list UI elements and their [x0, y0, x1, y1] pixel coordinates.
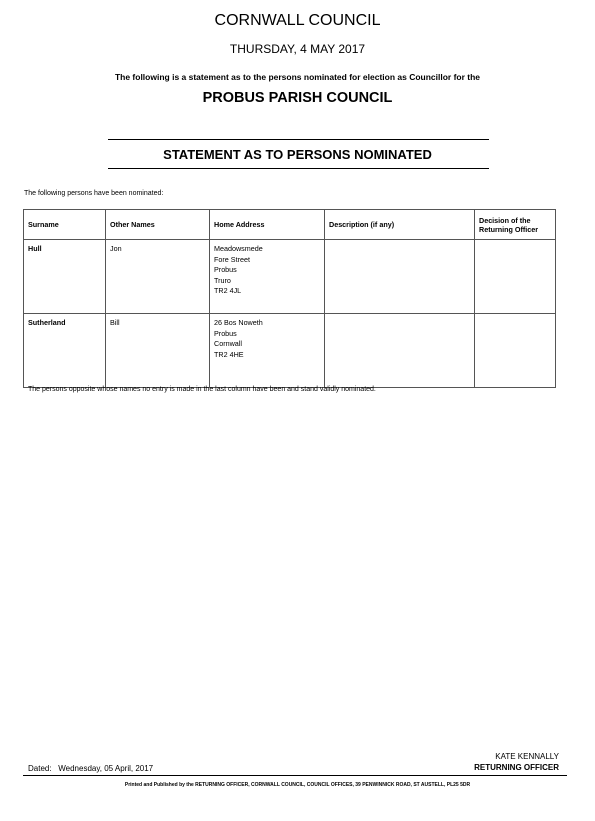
table-header-row	[24, 210, 556, 240]
candidate-decision	[475, 240, 556, 314]
address-line: Meadowsmede	[214, 244, 263, 253]
address-line: TR2 4HE	[214, 349, 244, 359]
address-line: Probus	[214, 328, 237, 338]
header-surname: Surname	[24, 210, 106, 240]
header-decision: Decision of the Returning Officer	[475, 210, 556, 240]
candidate-surname: Hull	[24, 240, 106, 314]
address-line: Fore Street	[214, 254, 250, 264]
election-date: THURSDAY, 4 MAY 2017	[229, 42, 366, 56]
officer-title: RETURNING OFFICER	[474, 763, 559, 772]
header-description: Description (if any)	[325, 210, 475, 240]
statement-title: STATEMENT AS TO PERSONS NOMINATED	[163, 147, 432, 162]
council-name: CORNWALL COUNCIL	[214, 12, 381, 29]
address-line: Probus	[214, 265, 237, 274]
validly-nominated-note: The persons opposite whose names no entry is made in the last column have been and stand validly nominated.	[28, 386, 376, 393]
candidate-decision	[475, 314, 556, 388]
candidate-other-names: Jon	[106, 240, 210, 314]
footer-divider	[23, 775, 567, 776]
candidate-surname: Sutherland	[24, 314, 106, 388]
parish-name: PROBUS PARISH COUNCIL	[202, 90, 393, 106]
nominated-text: The following persons have been nominated:	[24, 190, 164, 197]
address-line: 26 Bos Noweth	[214, 318, 263, 327]
candidate-description	[325, 314, 475, 388]
address-line: Truro	[214, 275, 231, 285]
header-home-address: Home Address	[210, 210, 325, 240]
candidate-address	[210, 240, 325, 314]
printed-by-text: Printed and Published by the RETURNING OFFICER, CORNWALL COUNCIL, COUNCIL OFFICES, 39 PENWINNICK ROAD, ST AUSTELL, PL25 5DR	[124, 782, 471, 788]
officer-name: KATE KENNALLY	[495, 752, 559, 761]
divider-top	[108, 139, 489, 140]
candidates-table	[23, 209, 556, 388]
candidate-other-names: Bill	[106, 314, 210, 388]
header-other-names: Other Names	[106, 210, 210, 240]
candidate-description	[325, 240, 475, 314]
address-line: Cornwall	[214, 339, 242, 348]
address-line: TR2 4JL	[214, 286, 242, 295]
table-row	[24, 240, 556, 314]
table-row	[24, 314, 556, 388]
divider-bottom	[108, 168, 489, 169]
dated-text: Dated: Wednesday, 05 April, 2017	[28, 764, 154, 773]
candidate-address	[210, 314, 325, 388]
intro-text: The following is a statement as to the persons nominated for election as Councillor for the	[114, 72, 481, 82]
